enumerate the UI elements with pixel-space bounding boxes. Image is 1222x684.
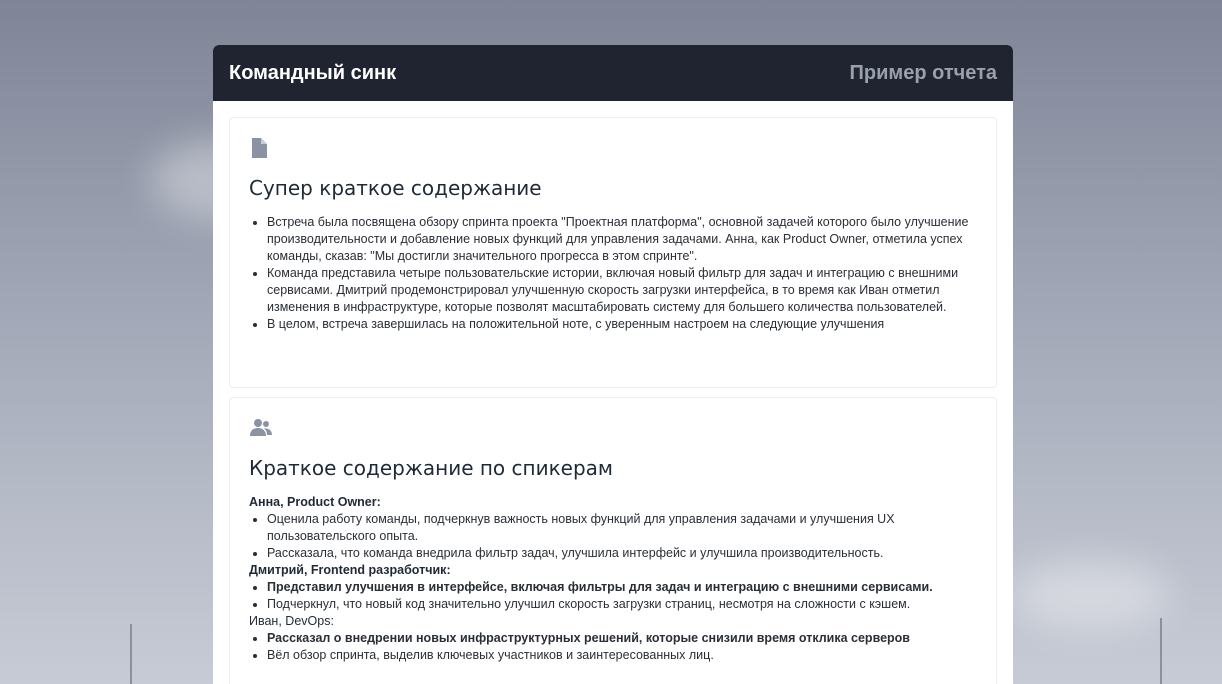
app-title: Командный синк bbox=[229, 61, 397, 84]
speaker-item: • Оценила работу команды, подчеркнув важность новых функций для управления задачами и улучшения UX пользовательского опыта. bbox=[267, 511, 977, 545]
speaker-item: • Подчеркнул, что новый код значительно улучшил скорость загрузки страниц, несмотря на сложности с кэшем. bbox=[267, 596, 977, 613]
app-header bbox=[213, 45, 1013, 101]
speaker-name: Иван, DevOps: bbox=[249, 614, 334, 628]
report-subtitle: Пример отчета bbox=[849, 61, 997, 84]
speaker-list bbox=[249, 630, 977, 664]
summary-list bbox=[249, 214, 977, 333]
summary-card bbox=[229, 117, 997, 388]
summary-item: • Встреча была посвящена обзору спринта проекта "Проектная платформа", основной задачей которого было улучшение производительности и добавление новых функций для управления задачами. Анна, как Product Owner, отметила успех команды, сказав: "Мы достигли значительного прогресса в этом спринте". bbox=[267, 214, 977, 265]
summary-title: Супер краткое содержание bbox=[249, 176, 542, 200]
report-panel bbox=[213, 45, 1013, 684]
speaker-item: • Представил улучшения в интерфейсе, включая фильтры для задач и интеграцию с внешними сервисами. bbox=[267, 579, 977, 596]
speaker-list bbox=[249, 579, 977, 613]
speaker-name: Дмитрий, Frontend разработчик: bbox=[249, 563, 451, 577]
speakers-card bbox=[229, 397, 997, 684]
users-icon bbox=[249, 416, 273, 440]
speaker-item: • Рассказал о внедрении новых инфраструктурных решений, которые снизили время отклика серверов bbox=[267, 630, 977, 647]
speaker-list bbox=[249, 511, 977, 562]
speaker-item: • Вёл обзор спринта, выделив ключевых участников и заинтересованных лиц. bbox=[267, 647, 977, 664]
speakers-title: Краткое содержание по спикерам bbox=[249, 456, 614, 480]
speaker-name: Анна, Product Owner: bbox=[249, 495, 381, 509]
file-icon bbox=[249, 136, 271, 160]
summary-item: • Команда представила четыре пользовательские истории, включая новый фильтр для задач и интеграцию с внешними сервисами. Дмитрий продемонстрировал улучшенную скорость загрузки интерфейса, в то время как Иван отметил изменения в инфраструктуре, которые позволят масштабировать систему для большего количества пользователей. bbox=[267, 265, 977, 316]
speaker-item: • Рассказала, что команда внедрила фильтр задач, улучшила интерфейс и улучшила производительность. bbox=[267, 545, 977, 562]
summary-item: • В целом, встреча завершилась на положительной ноте, с уверенным настроем на следующие улучшения bbox=[267, 316, 977, 333]
